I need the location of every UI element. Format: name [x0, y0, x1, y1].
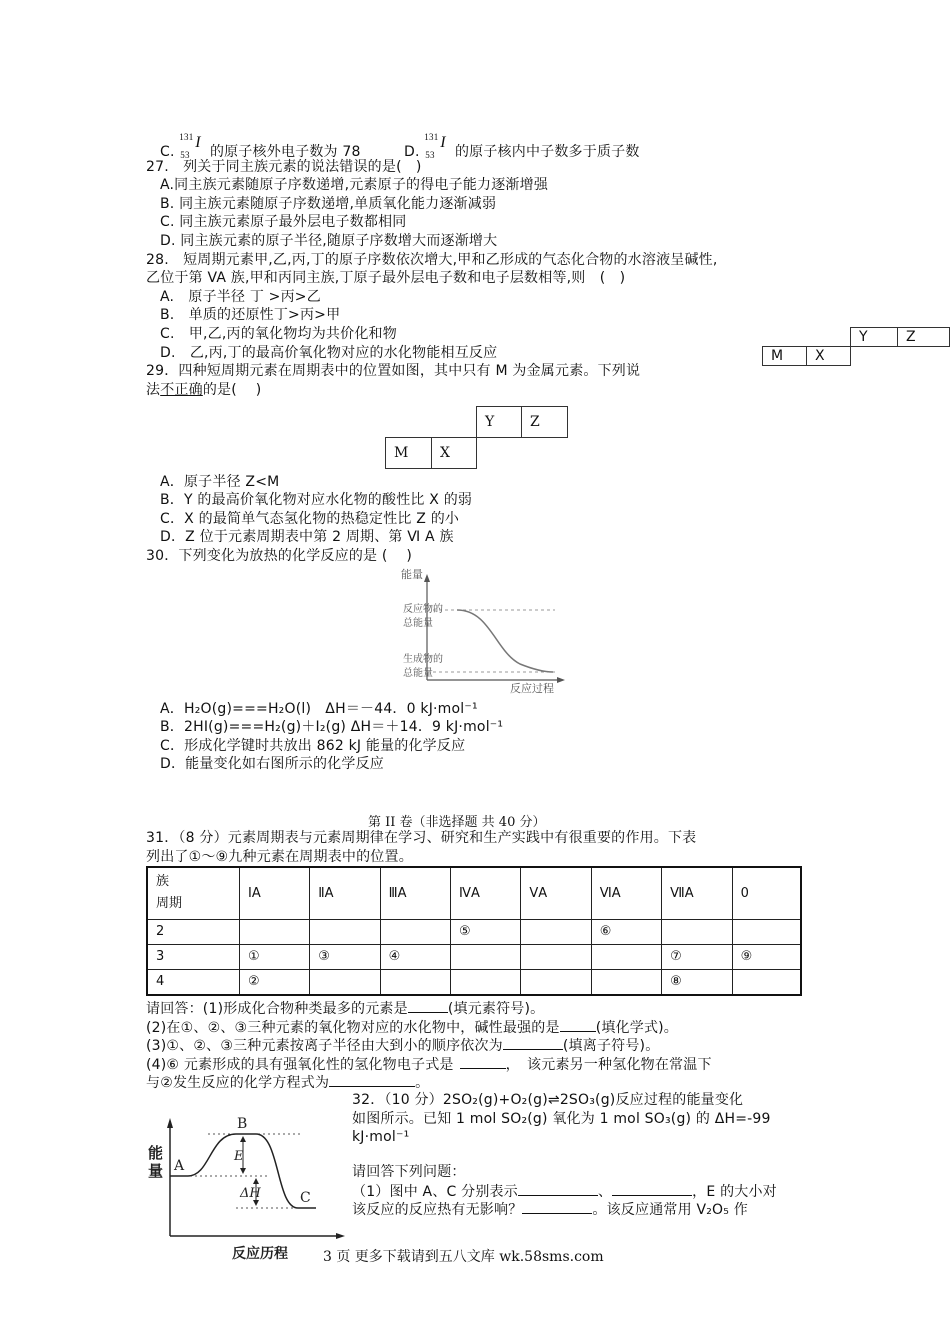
q31-cell-element-8: ⑧ — [662, 969, 732, 995]
q32-energy-diagram — [140, 1108, 350, 1263]
q29-stem-line1: 29．四种短周期元素在周期表中的位置如图，其中只有 M 为金属元素。下列说 — [146, 363, 641, 379]
q32-blank-e[interactable] — [522, 1199, 592, 1214]
q29-stem-line2 — [146, 381, 261, 399]
q30-fig-xlabel: 反应过程 — [510, 682, 554, 695]
q31-group-5: ⅤA — [521, 867, 591, 919]
q30-fig-ylabel: 能量 — [401, 568, 423, 581]
q29-option-d: D．Z 位于元素周期表中第 2 周期、第 Ⅵ A 族 — [160, 529, 454, 545]
q31-p4-blank[interactable] — [460, 1054, 506, 1069]
q31-group-3: ⅢA — [380, 867, 450, 919]
q29-fig-y: Y — [476, 406, 522, 438]
q31-cell — [521, 919, 591, 944]
q31-cell — [450, 969, 520, 995]
q32-l6-suffix: 。该反应通常用 V₂O₅ 作 — [592, 1202, 748, 1218]
q31-stem-line2: 列出了①～⑨九种元素在周期表中的位置。 — [146, 849, 413, 865]
q31-cell-element-3: ③ — [310, 944, 380, 969]
q31-part-1 — [146, 998, 544, 1018]
q29-option-a: A．原子半径 Z<M — [160, 474, 280, 490]
q31-period-4: 4 — [147, 969, 239, 995]
q31-cell — [662, 919, 732, 944]
q32-fig-xlabel: 反应历程 — [232, 1246, 288, 1262]
q31-part-3 — [146, 1035, 659, 1055]
side-cell-m: M — [762, 346, 807, 366]
iso-symbol: I — [195, 134, 201, 151]
q31-p2-text: (2)在①、②、③三种元素的氧化物对应的水化物中，碱性最强的是 — [146, 1020, 560, 1036]
q31-cell — [310, 919, 380, 944]
q29-fig-x: X — [431, 437, 477, 469]
q31-cell-element-5: ⑤ — [450, 919, 520, 944]
q32-blank-a[interactable] — [518, 1181, 598, 1196]
iso-number: 53 — [425, 150, 435, 160]
q32-fig-label-c: C — [300, 1190, 311, 1206]
q32-fig-label-dh: ΔH — [240, 1186, 261, 1201]
q31-p5-blank[interactable] — [329, 1072, 415, 1087]
q31-p5-suffix: 。 — [415, 1075, 430, 1091]
q31-cell — [732, 969, 801, 995]
q26-c-text: 的原子核外电子数为 78 — [209, 144, 361, 160]
q31-p2-blank[interactable] — [560, 1017, 596, 1032]
q28-option-a: A. 原子半径 丁 >丙>乙 — [160, 289, 321, 305]
iso-symbol: I — [440, 134, 446, 151]
q30-option-a: A．H₂O(g)===H₂O(l) ΔH＝－44．0 kJ·mol⁻¹ — [160, 701, 478, 717]
q31-cell-element-6: ⑥ — [591, 919, 661, 944]
q31-p4-text: (4)⑥ 元素形成的具有强氧化性的氢化物电子式是 — [146, 1057, 454, 1073]
q30-fig-reactant-l1: 反应物的 — [403, 604, 443, 615]
q31-group-2: ⅡA — [310, 867, 380, 919]
page-footer: 3 页 更多下载请到五八文库 wk.58sms.com — [323, 1249, 604, 1265]
q30-option-b: B．2HI(g)===H₂(g)＋I₂(g) ΔH＝＋14．9 kJ·mol⁻¹ — [160, 719, 504, 735]
q31-group-0: 0 — [732, 867, 801, 919]
side-cell-z: Z — [897, 327, 950, 347]
q32-line-5 — [352, 1181, 777, 1201]
q26-c-label: C. — [160, 144, 175, 160]
q29-option-c: C．X 的最简单气态氢化物的热稳定性比 Z 的小 — [160, 511, 460, 527]
q32-l5-sep: 、 — [597, 1184, 613, 1200]
q29-fig-m: M — [385, 437, 432, 469]
q32-blank-c[interactable] — [612, 1181, 692, 1196]
q30-fig-reactant-l2: 总能量 — [403, 618, 433, 629]
q28-option-d: D. 乙,丙,丁的最高价氧化物对应的水化物能相互反应 — [160, 345, 498, 361]
q32-fig-ylabel-1: 能 — [148, 1144, 164, 1162]
q31-p1-blank[interactable] — [408, 998, 448, 1013]
q31-cell — [591, 969, 661, 995]
q31-group-4: ⅣA — [450, 867, 520, 919]
iso-mass: 131 — [424, 132, 439, 142]
q31-p3-suffix: (填离子符号)。 — [562, 1038, 660, 1054]
q31-p4-suffix: ， 该元素另一种氢化物在常温下 — [505, 1057, 712, 1073]
q32-l5-text: （1）图中 A、C 分别表示 — [352, 1184, 518, 1200]
q32-line-2: 如图所示。已知 1 mol SO₂(g) 氧化为 1 mol SO₃(g) 的 ΔH=-99 — [352, 1111, 771, 1127]
q31-p3-text: (3)①、②、③三种元素按离子半径由大到小的顺序依次为 — [146, 1038, 503, 1054]
q31-period-2: 2 — [147, 919, 239, 944]
q30-fig-product-l2: 总能量 — [403, 668, 433, 679]
q29-stem-underline: 不正确 — [160, 382, 203, 398]
q31-cell — [380, 919, 450, 944]
q31-group-1: ⅠA — [239, 867, 309, 919]
q27-option-b: B. 同主族元素随原子序数递增,单质氧化能力逐渐减弱 — [160, 196, 497, 212]
q27-option-d: D. 同主族元素的原子半径,随原子序数增大而逐渐增大 — [160, 233, 498, 249]
q31-group-6: ⅥA — [591, 867, 661, 919]
q31-part-4 — [146, 1054, 712, 1074]
q31-cell — [732, 919, 801, 944]
q32-fig-label-e: E — [234, 1149, 244, 1164]
q27-stem: 27. 列关于同主族元素的说法错误的是( ) — [146, 159, 422, 175]
q30-fig-product-l1: 生成物的 — [403, 654, 443, 665]
q28-option-c: C. 甲,乙,丙的氧化物均为共价化和物 — [160, 326, 397, 342]
q31-p1-text: 请回答：(1)形成化合物种类最多的元素是 — [146, 1001, 408, 1017]
iodine-131-isotope-d — [424, 132, 450, 160]
q31-part-5 — [146, 1072, 429, 1092]
q32-line-1: 32．（10 分）2SO₂(g)+O₂(g)⇌2SO₃(g)反应过程的能量变化 — [352, 1092, 744, 1108]
q31-cell — [591, 944, 661, 969]
q28-option-b: B. 单质的还原性丁>丙>甲 — [160, 307, 341, 323]
q32-fig-ylabel-2: 量 — [148, 1162, 164, 1180]
q31-period-3: 3 — [147, 944, 239, 969]
q31-header-zhouqi: 周期 — [156, 896, 183, 912]
q26-d-label: D. — [404, 144, 420, 160]
q31-cell — [450, 944, 520, 969]
q27-option-c: C. 同主族元素原子最外层电子数都相同 — [160, 214, 407, 230]
q31-cell-element-1: ① — [239, 944, 309, 969]
q30-energy-diagram — [395, 566, 570, 696]
q31-cell — [239, 919, 309, 944]
q31-cell — [310, 969, 380, 995]
q30-option-c: C．形成化学键时共放出 862 kJ 能量的化学反应 — [160, 738, 466, 754]
q32-l5-suffix: ，E 的大小对 — [692, 1184, 777, 1200]
q32-l6-text: 该反应的反应热有无影响？ — [352, 1202, 523, 1218]
q32-fig-label-b: B — [237, 1116, 248, 1132]
iso-mass: 131 — [179, 132, 194, 142]
q30-option-d: D．能量变化如右图所示的化学反应 — [160, 756, 384, 772]
q31-p1-suffix: (填元素符号)。 — [447, 1001, 545, 1017]
iso-number: 53 — [180, 150, 190, 160]
q30-stem: 30．下列变化为放热的化学反应的是 ( ) — [146, 548, 413, 564]
q31-cell-element-9: ⑨ — [732, 944, 801, 969]
q32-line-3: kJ·mol⁻¹ — [352, 1129, 410, 1145]
q27-option-a: A.同主族元素随原子序数递增,元素原子的得电子能力逐渐增强 — [160, 177, 549, 193]
q31-cell-element-4: ④ — [380, 944, 450, 969]
q31-periodic-table — [146, 866, 802, 996]
q31-cell — [521, 944, 591, 969]
q29-stem-pre: 法 — [146, 382, 161, 398]
q31-p5-text: 与②发生反应的化学方程式为 — [146, 1075, 330, 1091]
q32-fig-label-a: A — [174, 1158, 185, 1174]
iodine-131-isotope — [179, 132, 205, 160]
q26-d-text: 的原子核内中子数多于质子数 — [454, 144, 640, 160]
q31-p3-blank[interactable] — [503, 1035, 563, 1050]
side-cell-x: X — [806, 346, 851, 366]
q31-cell — [380, 969, 450, 995]
q31-p2-suffix: (填化学式)。 — [595, 1020, 679, 1036]
q29-fig-z: Z — [521, 406, 568, 438]
q29-option-b: B．Y 的最高价氧化物对应水化物的酸性比 X 的弱 — [160, 492, 473, 508]
q32-line-4: 请回答下列问题： — [352, 1164, 466, 1180]
q31-cell — [521, 969, 591, 995]
q31-cell-element-7: ⑦ — [662, 944, 732, 969]
q28-stem-line1: 28. 短周期元素甲,乙,丙,丁的原子序数依次增大,甲和乙形成的气态化合物的水溶液呈碱性, — [146, 252, 718, 268]
q31-part-2 — [146, 1017, 678, 1037]
q31-header-corner — [147, 867, 239, 919]
q31-header-zu: 族 — [156, 874, 170, 890]
q32-line-6 — [352, 1199, 748, 1219]
q29-stem-post: 的是( ) — [202, 382, 262, 398]
q31-cell-element-2: ② — [239, 969, 309, 995]
q31-stem-line1: 31．（8 分）元素周期表与元素周期律在学习、研究和生产实践中有很重要的作用。下表 — [146, 830, 697, 846]
section-2-title: 第 II 卷（非选择题 共 40 分） — [368, 815, 546, 830]
q26-option-d — [404, 132, 640, 161]
q28-stem-line2: 乙位于第 VA 族,甲和丙同主族,丁原子最外层电子数和电子层数相等,则 ( ) — [146, 270, 626, 286]
side-cell-y: Y — [850, 327, 898, 347]
q31-group-7: ⅦA — [662, 867, 732, 919]
